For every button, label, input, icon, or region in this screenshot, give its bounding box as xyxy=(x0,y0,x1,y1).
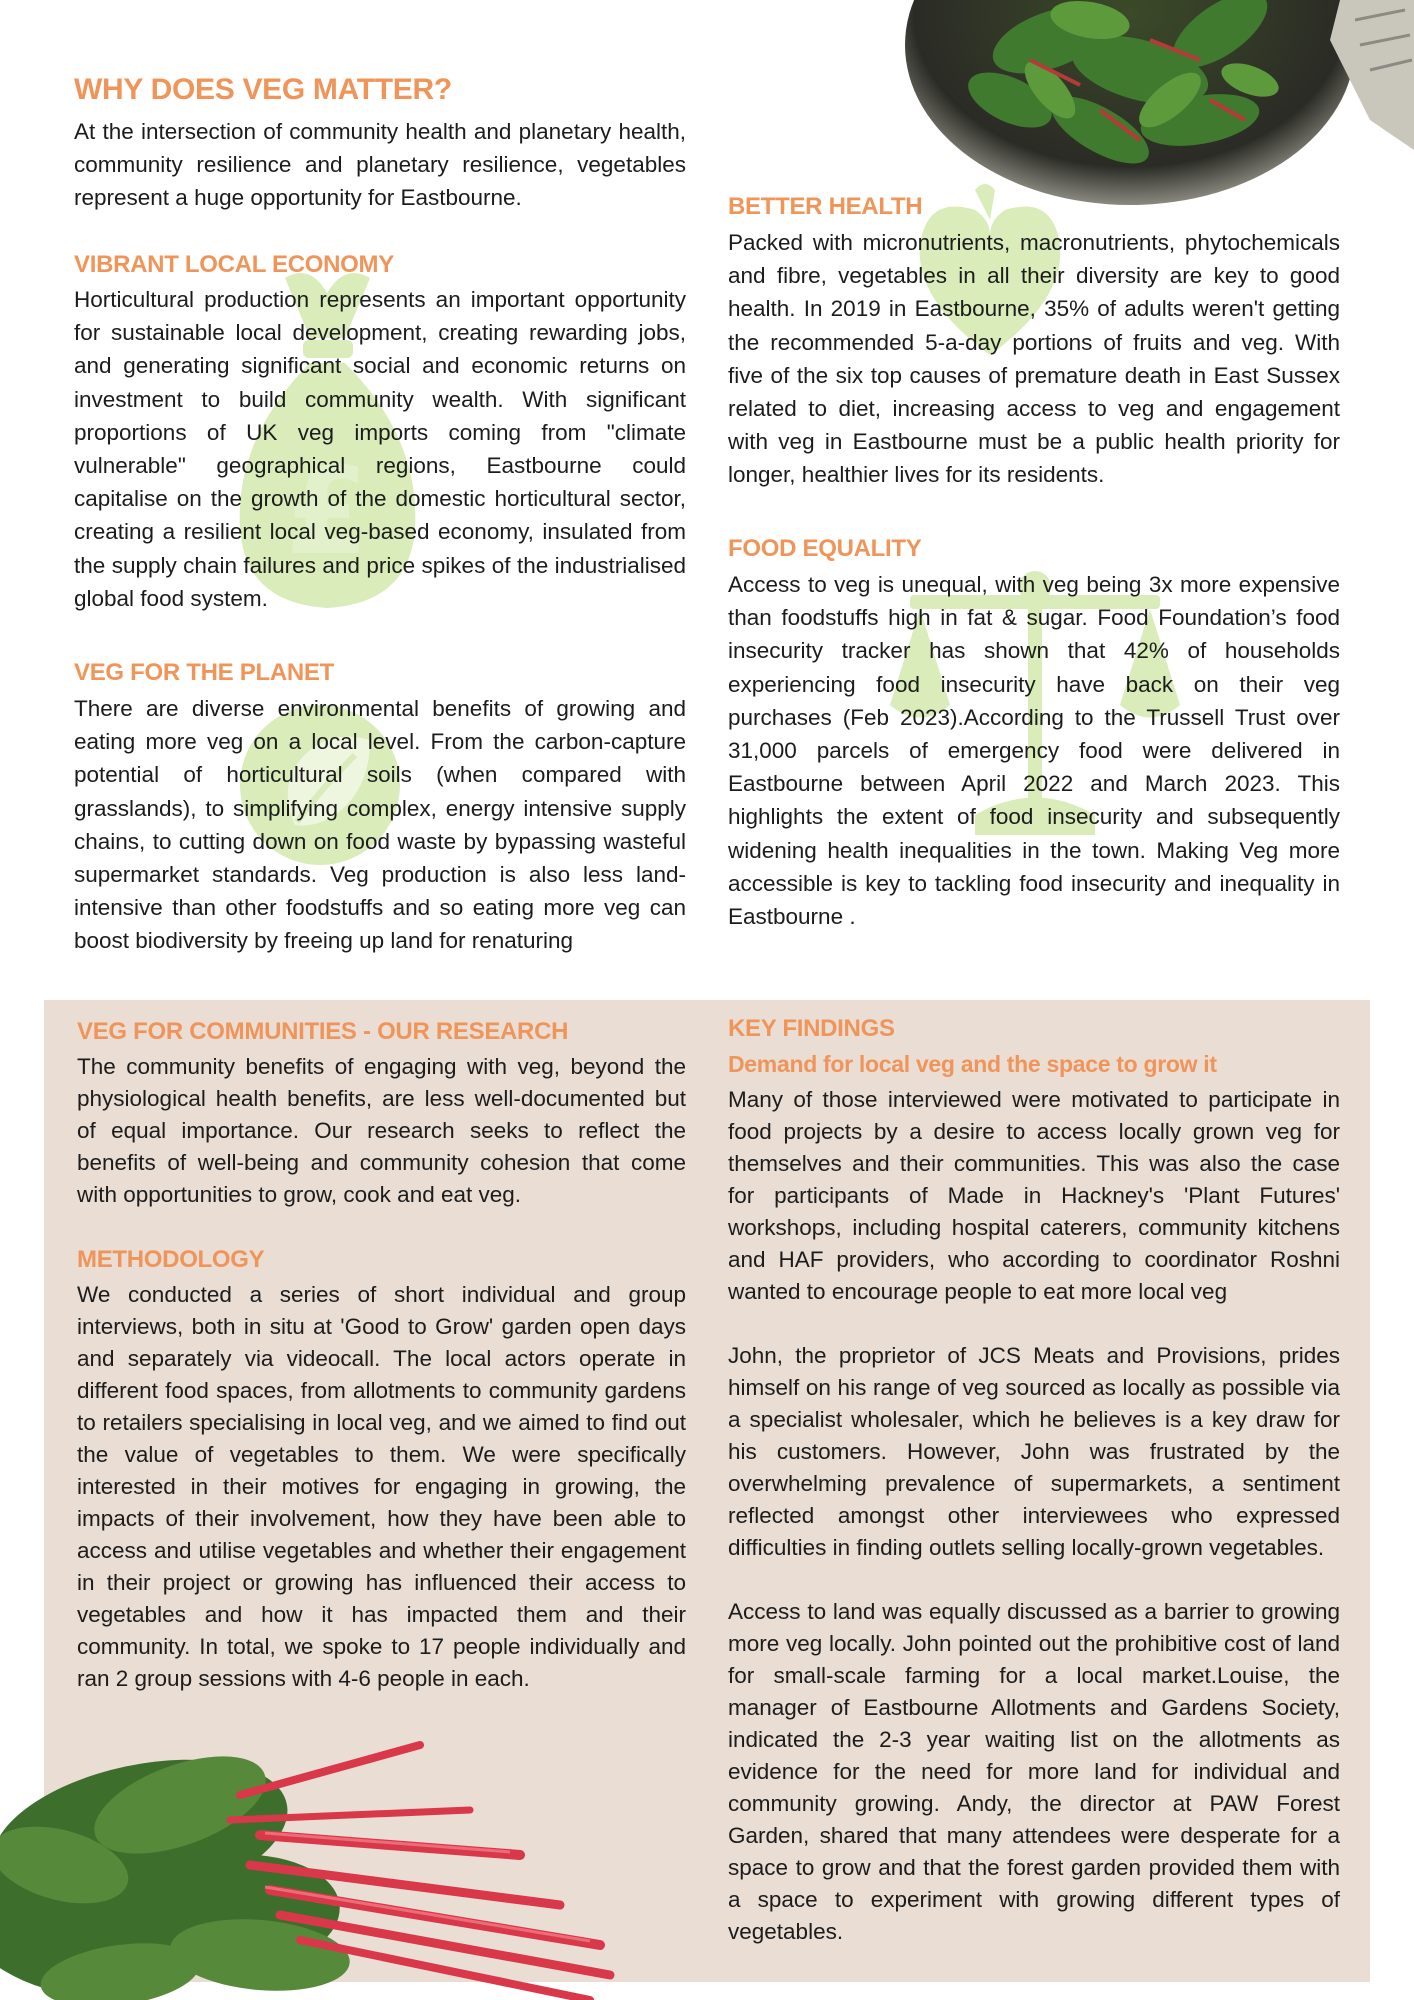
communities-heading: VEG FOR COMMUNITIES - OUR RESEARCH xyxy=(77,1018,569,1045)
economy-heading: VIBRANT LOCAL ECONOMY xyxy=(74,251,394,278)
economy-paragraph: Horticultural production represents an important opportunity for sustainable local development, creating rewarding jobs, and generating significant social and economic returns on investment to build community wealth. With significant proportions of UK veg imports coming from "climate vulnerable" geographical regions, Eastbourne could capitalise on the growth of the domestic horticultural sector, creating a resilient local veg-based economy, insulated from the supply chain failures and price spikes of the industrialised global food system. xyxy=(74,287,686,611)
planet-heading: VEG FOR THE PLANET xyxy=(74,659,334,686)
communities-paragraph: The community benefits of engaging with veg, beyond the physiological health benefits, are less well-documented but of equal importance. Our research seeks to reflect the benefits of well-being and community cohesion that come with opportunities to grow, cook and eat veg. xyxy=(77,1054,686,1207)
methodology-paragraph: We conducted a series of short individual and group interviews, both in situ at 'Good to Grow' garden open days and separately via videocall. The local actors operate in different food spaces, from allotments to community gardens to retailers specialising in local veg, and we aimed to find out the value of vegetables to them. We were specifically interested in their motives for engaging in growing, the impacts of their involvement, how they have been able to access and utilise vegetables and whether their engagement in their project or growing has influenced their access to vegetables and how it has impacted them and their community. In total, we spoke to 17 people individually and ran 2 group sessions with 4-6 people in each. xyxy=(77,1282,686,1691)
intro-paragraph: At the intersection of community health and planetary health, community resilience and planetary resilience, vegetables represent a huge opportunity for Eastbourne. xyxy=(74,119,686,211)
findings-paragraph-3: Access to land was equally discussed as a barrier to growing more veg locally. John pointed out the prohibitive cost of land for small-scale farming for a local market.Louise, the manager of Eastbourne Allotments and Gardens Society, indicated the 2-3 year waiting list on the allotments as evidence for the need for more land for individual and community growing. Andy, the director at PAW Forest Garden, shared that many attendees were desperate for a space to grow and that the forest garden provided them with a space to experiment with growing different types of vegetables. xyxy=(728,1599,1340,1944)
findings-subheading: Demand for local veg and the space to grow it xyxy=(728,1051,1217,1077)
equality-paragraph: Access to veg is unequal, with veg being 3x more expensive than foodstuffs high in fat & sugar. Food Foundation’s food insecurity tracker has shown that 42% of households experiencing food insecurity have back on their veg purchases (Feb 2023).According to the Trussell Trust over 31,000 parcels of emergency food were delivered in Eastbourne between April 2022 and March 2023. This highlights the extent of food insecurity and subsequently widening health inequalities in the town. Making Veg more accessible is key to tackling food insecurity and inequality in Eastbourne . xyxy=(728,572,1340,930)
health-paragraph: Packed with micronutrients, macronutrients, phytochemicals and fibre, vegetables in all their diversity are key to good health. In 2019 in Eastbourne, 35% of adults weren't getting the recommended 5-a-day portions of fruits and veg. With five of the six top causes of premature death in East Sussex related to diet, increasing access to veg and engagement with veg in Eastbourne must be a public health priority for longer, healthier lives for its residents. xyxy=(728,230,1340,488)
findings-heading: KEY FINDINGS xyxy=(728,1015,895,1042)
health-heading: BETTER HEALTH xyxy=(728,193,923,220)
svg-text:£: £ xyxy=(285,443,369,582)
planet-paragraph: There are diverse environmental benefits of growing and eating more veg on a local level. From the carbon-capture potential of horticultural soils (when compared with grasslands), to simplifying complex, energy intensive supply chains, to cutting down on food waste by bypassing wasteful supermarket standards. Veg production is also less land-intensive than other foodstuffs and so eating more veg can boost biodiversity by freeing up land for renaturing xyxy=(74,696,686,954)
findings-paragraph-1: Many of those interviewed were motivated to participate in food projects by a desire to access locally grown veg for themselves and their communities. This was also the case for participants of Made in Hackney's 'Plant Futures' workshops, including hospital caterers, community kitchens and HAF providers, who according to coordinator Roshni wanted to encourage people to eat more local veg xyxy=(728,1087,1340,1304)
chard-bunch-image xyxy=(0,1715,640,2000)
intro-heading: WHY DOES VEG MATTER? xyxy=(74,73,452,106)
greens-pan-image xyxy=(900,0,1414,210)
methodology-heading: METHODOLOGY xyxy=(77,1246,265,1273)
equality-heading: FOOD EQUALITY xyxy=(728,535,922,562)
findings-paragraph-2: John, the proprietor of JCS Meats and Provisions, prides himself on his range of veg sourced as locally as possible via a specialist wholesaler, which he believes is a key draw for his customers. However, John was frustrated by the overwhelming prevalence of supermarkets, a sentiment reflected amongst other interviewees who expressed difficulties in finding outlets selling locally-grown vegetables. xyxy=(728,1343,1340,1560)
